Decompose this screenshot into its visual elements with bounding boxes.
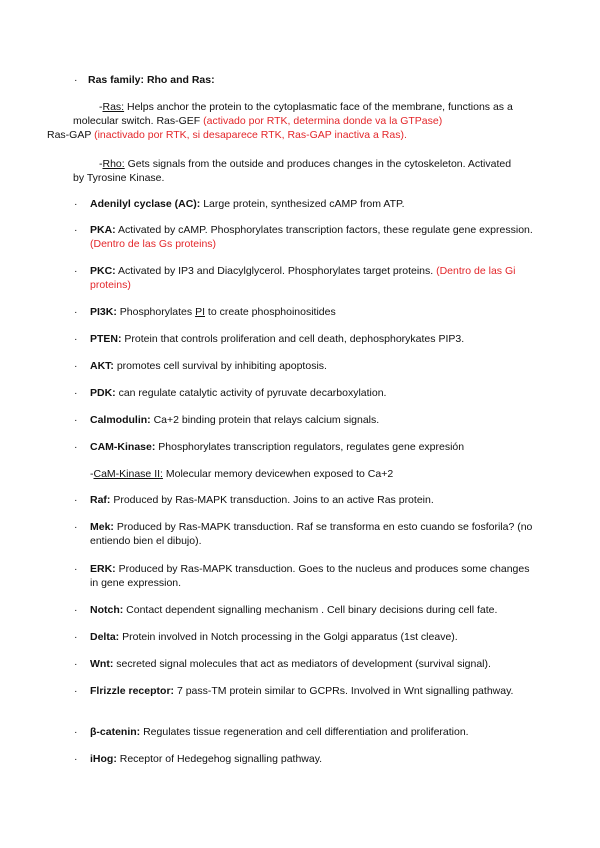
ras-family-heading — [88, 73, 538, 87]
list-item-notch: Notch: Contact dependent signalling mechanism . Cell binary decisions during cell fate. — [90, 604, 498, 616]
list-item-pkc: PKC: Activated by IP3 and Diacylglycerol. Phosphorylates target proteins. (Dentro de las Gi proteins) — [90, 265, 516, 291]
ras-paragraph: -Ras: Helps anchor the protein to the cytoplasmatic face of the membrane, functions as a molecular switch. Ras-GEF (activado por RTK, determina donde va la GTPase) Ras-GAP (inactivado por RTK, si desaparece RTK, Ras-GAP inactiva a Ras). — [47, 101, 513, 141]
rho-paragraph: -Rho: Gets signals from the outside and produces changes in the cytoskeleton. Activated by Tyrosine Kinase. — [73, 158, 512, 184]
list-item-cam-kinase: CAM-Kinase: Phosphorylates transcription regulators, regulates gene expresión — [90, 441, 465, 453]
bullet-icon: · — [74, 441, 78, 453]
rho-term: Rho: — [102, 158, 125, 170]
rho-text: Gets signals from the outside and produces changes in the cytoskeleton. Activated by Tyrosine Kinase. — [73, 158, 512, 184]
list-item-pi3k: PI3K: Phosphorylates PI to create phosphoinositides — [90, 306, 336, 318]
bullet-icon: · — [74, 198, 78, 210]
bullet-icon: · — [74, 563, 78, 575]
list-item-pka: PKA: Activated by cAMP. Phosphorylates transcription factors, these regulate gene expression. (Dentro de las Gs proteins) — [90, 224, 533, 250]
list-item-wnt: Wnt: secreted signal molecules that act as mediators of development (survival signal). — [90, 658, 491, 670]
bullet-icon: · — [74, 306, 78, 318]
bullet-icon: · — [74, 631, 78, 643]
bullet-icon: · — [74, 333, 78, 345]
heading-text: Ras family: Rho and Ras: — [88, 74, 215, 86]
bullet-icon: · — [74, 726, 78, 738]
bullet-icon: · — [74, 521, 78, 533]
bullet-icon: · — [74, 414, 78, 426]
list-item-beta-catenin: β-catenin: Regulates tissue regeneration and cell differentiation and proliferation. — [90, 726, 469, 738]
list-item-erk: ERK: Produced by Ras-MAPK transduction. Goes to the nucleus and produces some changes in gene expression. — [90, 563, 530, 589]
bullet-icon: · — [74, 360, 78, 372]
list-item-pten: PTEN: Protein that controls proliferation and cell death, dephosphorykates PIP3. — [90, 333, 465, 345]
list-item-pdk: PDK: can regulate catalytic activity of pyruvate decarboxylation. — [90, 387, 387, 399]
list-item-raf: Raf: Produced by Ras-MAPK transduction. Joins to an active Ras protein. — [90, 494, 434, 506]
list-item-ihog: iHog: Receptor of Hedegehog signalling pathway. — [90, 753, 323, 765]
list-item-ac: Adenilyl cyclase (AC): Large protein, synthesized cAMP from ATP. — [90, 198, 405, 210]
bullet-icon: · — [74, 494, 78, 506]
bullet-icon: · — [74, 265, 78, 277]
cam-kinase-ii-line: -CaM-Kinase II: Molecular memory devicewhen exposed to Ca+2 — [90, 468, 394, 480]
list-item-frizzled-receptor: Flrizzle receptor: 7 pass-TM protein similar to GCPRs. Involved in Wnt signalling pathway. — [90, 685, 514, 697]
list-item-mek: Mek: Produced by Ras-MAPK transduction. Raf se transforma en esto cuando se fosforila? (no entiendo bien el dibujo). — [90, 521, 533, 547]
bullet-icon: · — [74, 224, 78, 236]
list-item-delta: Delta: Protein involved in Notch processing in the Golgi apparatus (1st cleave). — [90, 631, 458, 643]
ras-text: Helps anchor the protein to the cytoplasmatic face of the membrane, functions as a molecular switch. Ras-GEF — [73, 101, 513, 127]
ras-gap-text: Ras-GAP — [47, 129, 95, 141]
list-item-akt: AKT: promotes cell survival by inhibiting apoptosis. — [90, 360, 327, 372]
bullet-icon: · — [74, 658, 78, 670]
ras-gap-note: (inactivado por RTK, si desaparece RTK, Ras-GAP inactiva a Ras). — [94, 129, 407, 141]
ras-term: Ras: — [102, 101, 125, 113]
bullet-icon: · — [74, 604, 78, 616]
list-item-calmodulin: Calmodulin: Ca+2 binding protein that relays calcium signals. — [90, 414, 380, 426]
ras-gef-note: (activado por RTK, determina donde va la GTPase) — [203, 115, 443, 127]
bullet-icon: · — [74, 753, 78, 765]
bullet-icon: · — [74, 74, 78, 86]
bullet-icon: · — [74, 387, 78, 399]
bullet-icon: · — [74, 685, 78, 697]
